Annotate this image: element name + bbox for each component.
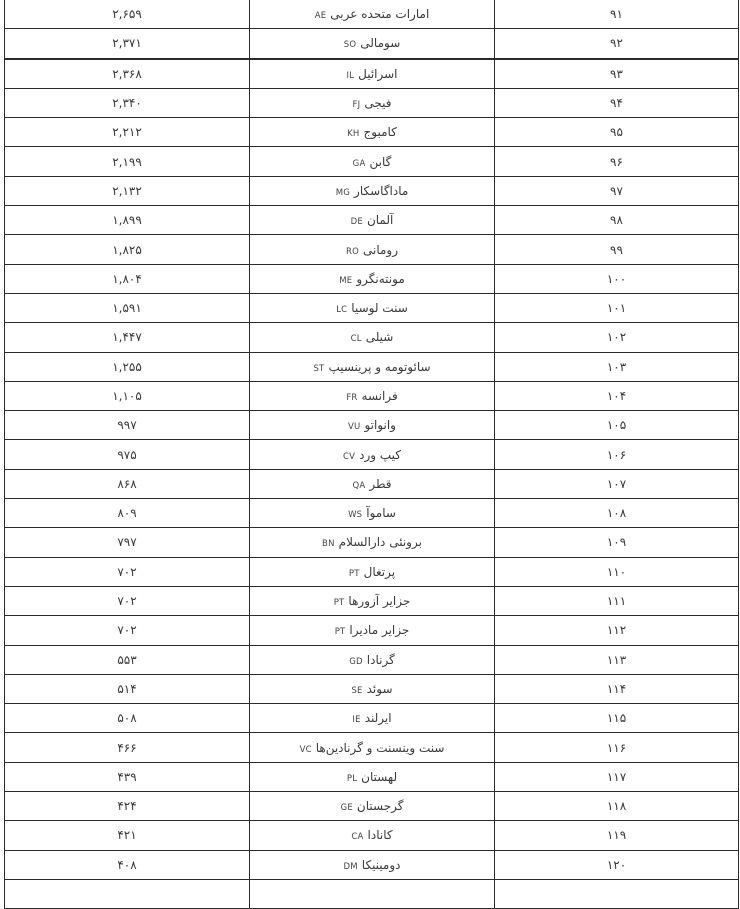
rank-cell <box>495 645 739 674</box>
value-cell <box>5 674 250 703</box>
table-row <box>5 176 739 205</box>
country-name: مونته‌نگرو <box>356 271 405 286</box>
rank-cell <box>495 59 739 89</box>
rank-number: ۱۰۵ <box>606 418 627 433</box>
country-label <box>352 477 391 491</box>
value-text: ۵۰۸ <box>117 711 137 726</box>
country-label <box>351 213 394 227</box>
country-name: ماداگاسکار <box>354 183 409 198</box>
country-label <box>343 448 401 462</box>
country-label <box>300 741 445 755</box>
country-cell <box>250 0 495 29</box>
country-code: WS <box>348 510 363 521</box>
value-text: ۷۰۲ <box>117 623 137 638</box>
country-cell <box>250 821 495 850</box>
rank-number: ۱۰۴ <box>606 389 627 403</box>
country-label <box>336 184 409 198</box>
country-cell <box>250 704 495 733</box>
country-cell <box>250 118 495 147</box>
country-cell <box>250 586 495 615</box>
rank-number: ۱۰۱ <box>606 301 627 316</box>
value-cell <box>5 264 250 293</box>
country-cell <box>250 792 495 821</box>
country-label <box>339 272 405 286</box>
table-row <box>5 762 739 791</box>
value-cell <box>5 147 250 176</box>
value-cell <box>5 352 250 381</box>
value-text: ۱,۸۰۴ <box>112 271 142 286</box>
country-code: GE <box>340 803 353 814</box>
country-label <box>349 653 395 667</box>
rank-cell <box>495 733 739 762</box>
table-row <box>5 411 739 440</box>
rank-number: ۱۱۴ <box>606 681 627 696</box>
country-name: فیجی <box>364 96 392 111</box>
country-label <box>353 96 392 110</box>
country-label <box>344 858 401 872</box>
country-code: RO <box>345 246 359 257</box>
country-name: ایرلند <box>364 711 392 726</box>
country-code: IE <box>352 715 361 726</box>
value-cell <box>5 293 250 322</box>
value-cell <box>5 0 250 29</box>
value-text: ۲,۲۱۲ <box>112 125 142 140</box>
country-label <box>347 770 397 784</box>
value-cell <box>5 762 250 791</box>
country-name: رومانی <box>362 242 398 257</box>
rank-cell <box>495 29 739 59</box>
value-text: ۱,۸۲۵ <box>112 242 142 257</box>
country-code: PL <box>346 773 358 784</box>
country-code: CV <box>342 451 356 462</box>
rank-number: ۱۰۶ <box>606 447 627 462</box>
rank-number: ۱۱۵ <box>606 711 627 726</box>
country-name: گابن <box>369 154 392 169</box>
rank-number: ۱۱۶ <box>606 740 627 755</box>
value-cell <box>5 499 250 528</box>
country-label <box>351 330 394 344</box>
rank-number: ۹۷ <box>610 183 623 198</box>
country-name: سنت وینسنت و گرنادین‌ها <box>315 740 445 755</box>
table-row <box>5 528 739 557</box>
table-row <box>5 88 739 117</box>
country-code: DE <box>350 217 363 228</box>
value-text: ۱,۸۹۹ <box>112 213 142 228</box>
country-label <box>336 301 408 315</box>
country-code: QA <box>352 480 366 491</box>
country-code: PT <box>348 568 360 579</box>
country-name: سنت لوسیا <box>351 301 408 316</box>
rank-number: ۱۱۷ <box>606 769 627 784</box>
rank-number: ۱۰۳ <box>606 359 627 374</box>
rank-cell <box>495 440 739 469</box>
value-text: ۴۳۹ <box>117 769 137 784</box>
table-row <box>5 440 739 469</box>
rank-number: ۱۱۰ <box>606 564 627 579</box>
country-name: فرانسه <box>361 389 398 403</box>
value-cell <box>5 29 250 59</box>
rank-cell <box>495 674 739 703</box>
country-label <box>346 67 397 81</box>
table-row <box>5 235 739 264</box>
rank-number: ۱۱۳ <box>606 652 627 667</box>
country-code: SO <box>343 40 357 51</box>
value-cell <box>5 440 250 469</box>
country-cell <box>250 499 495 528</box>
rank-cell <box>495 762 739 791</box>
country-ranking-table <box>4 0 739 909</box>
value-cell <box>5 381 250 410</box>
rank-cell <box>495 499 739 528</box>
country-name: کیپ ورد <box>359 447 402 462</box>
table-row <box>5 381 739 410</box>
country-label <box>349 565 395 579</box>
country-label <box>370 887 374 901</box>
value-cell <box>5 733 250 762</box>
country-code: ST <box>313 363 325 374</box>
country-code: GA <box>352 158 366 169</box>
country-cell <box>250 206 495 235</box>
country-code: FR <box>346 393 358 403</box>
country-code: KH <box>347 129 360 140</box>
rank-number: ۱۱۲ <box>606 623 627 638</box>
country-cell <box>250 381 495 410</box>
value-cell <box>5 557 250 586</box>
country-code: MG <box>335 187 351 198</box>
rank-cell <box>495 118 739 147</box>
country-code: AE <box>314 11 327 22</box>
country-label <box>347 125 397 139</box>
table-row <box>5 792 739 821</box>
country-code: PT <box>333 598 345 609</box>
country-code: DM <box>343 861 358 872</box>
value-cell <box>5 704 250 733</box>
value-cell <box>5 411 250 440</box>
rank-number: ۹۲ <box>610 36 623 51</box>
rank-cell <box>495 469 739 498</box>
rank-cell <box>495 616 739 645</box>
country-cell <box>250 411 495 440</box>
country-code: LC <box>336 305 348 316</box>
table-row <box>5 821 739 850</box>
country-cell <box>250 733 495 762</box>
value-text: ۷۰۲ <box>117 564 137 579</box>
table-row <box>5 586 739 615</box>
value-text: ۲,۳۷۱ <box>112 36 142 51</box>
country-label <box>313 360 430 374</box>
table-row <box>5 147 739 176</box>
country-cell <box>250 616 495 645</box>
country-name: سائوتومه و پرینسیپ <box>328 359 431 374</box>
value-text: ۴۲۴ <box>117 799 137 814</box>
rank-number: ۹۶ <box>610 154 623 169</box>
country-name: سوئد <box>366 681 393 696</box>
country-cell <box>250 528 495 557</box>
table-body <box>5 0 739 909</box>
country-label <box>348 418 396 432</box>
table-row <box>5 293 739 322</box>
value-cell <box>5 469 250 498</box>
value-text: ۲,۱۳۲ <box>112 183 142 198</box>
country-cell <box>250 59 495 89</box>
table-row <box>5 59 739 89</box>
country-label <box>322 535 422 549</box>
rank-cell <box>495 792 739 821</box>
country-cell <box>250 147 495 176</box>
rank-cell <box>495 147 739 176</box>
country-name: دومینیکا <box>361 857 401 872</box>
country-name: ساموآ <box>366 506 396 521</box>
country-cell <box>250 88 495 117</box>
table-row <box>5 879 739 908</box>
country-cell <box>250 235 495 264</box>
country-name: جزایر مادیرا <box>349 623 410 638</box>
table-row <box>5 557 739 586</box>
table-row <box>5 704 739 733</box>
value-text: ۵۱۴ <box>117 681 137 696</box>
country-label <box>353 155 392 169</box>
rank-cell <box>495 411 739 440</box>
country-name: کامبوج <box>363 125 397 140</box>
country-name: آلمان <box>366 213 394 228</box>
table-row <box>5 469 739 498</box>
country-name: شیلی <box>365 330 394 345</box>
country-code: VC <box>299 744 312 755</box>
country-cell <box>250 264 495 293</box>
rank-cell <box>495 88 739 117</box>
value-text: ۹۷۵ <box>117 447 137 462</box>
table-row <box>5 733 739 762</box>
rank-cell <box>495 206 739 235</box>
country-cell <box>250 352 495 381</box>
rank-number: ۱۰۹ <box>606 535 627 550</box>
value-cell <box>5 616 250 645</box>
country-name: وانواتو <box>364 418 396 433</box>
value-cell <box>5 176 250 205</box>
country-label <box>344 36 401 50</box>
rank-cell <box>495 586 739 615</box>
rank-number: ۱۰۰ <box>606 271 627 286</box>
value-cell <box>5 235 250 264</box>
rank-number: ۱۲۰ <box>606 857 627 872</box>
value-text: ۴۶۶ <box>117 740 137 755</box>
value-cell <box>5 88 250 117</box>
table-row <box>5 616 739 645</box>
rank-number: ۱۱۸ <box>606 799 627 814</box>
country-cell <box>250 469 495 498</box>
country-cell <box>250 645 495 674</box>
value-cell <box>5 792 250 821</box>
value-cell <box>5 645 250 674</box>
value-cell <box>5 118 250 147</box>
value-text: ۷۹۷ <box>117 535 137 550</box>
value-text: ۵۵۳ <box>117 652 137 667</box>
country-cell <box>250 674 495 703</box>
country-code: IL <box>346 70 355 81</box>
value-text: ۴۲۱ <box>117 828 137 843</box>
country-code: VU <box>348 422 361 433</box>
country-code: FJ <box>352 100 361 111</box>
country-cell <box>250 176 495 205</box>
value-cell <box>5 850 250 879</box>
rank-number: ۱۰۸ <box>606 506 627 521</box>
rank-number: ۹۸ <box>610 213 623 228</box>
country-name: کانادا <box>367 828 393 843</box>
rank-number: ۱۱۹ <box>606 828 627 843</box>
table-row <box>5 264 739 293</box>
rank-cell <box>495 850 739 879</box>
value-text: ۸۰۹ <box>117 506 137 521</box>
table-row <box>5 499 739 528</box>
country-name: پرتغال <box>363 564 396 579</box>
table-row <box>5 352 739 381</box>
rank-number: ۹۵ <box>610 125 623 140</box>
rank-cell <box>495 704 739 733</box>
value-text: ۱,۵۹۱ <box>112 301 142 316</box>
country-name: سومالی <box>360 36 401 51</box>
country-label <box>346 389 397 403</box>
value-text: ۷۰۲ <box>117 594 137 609</box>
rank-number: ۹۹ <box>610 242 623 257</box>
value-cell <box>5 59 250 89</box>
country-label <box>334 594 411 608</box>
country-label <box>341 799 404 813</box>
value-cell <box>5 821 250 850</box>
country-name: گرجستان <box>356 799 404 814</box>
rank-cell <box>495 0 739 29</box>
rank-cell <box>495 352 739 381</box>
country-code: SE <box>351 685 363 696</box>
table-row <box>5 645 739 674</box>
country-label <box>351 682 392 696</box>
country-code: CL <box>350 334 362 345</box>
rank-number: ۹۴ <box>610 96 623 111</box>
rank-number: ۹۱ <box>610 7 623 22</box>
value-text: ۱,۱۰۵ <box>112 389 142 403</box>
value-cell <box>5 206 250 235</box>
value-text: ۲,۱۹۹ <box>112 154 142 169</box>
country-code: GD <box>349 656 363 667</box>
table-row <box>5 0 739 29</box>
rank-cell <box>495 879 739 908</box>
country-name: گرنادا <box>366 652 395 667</box>
country-code: BN <box>322 539 335 550</box>
value-text: ۹۹۷ <box>117 418 137 433</box>
value-text: ۴۰۸ <box>117 857 137 872</box>
rank-cell <box>495 528 739 557</box>
country-name: برونئی دارالسلام <box>338 535 422 550</box>
country-name: لهستان <box>361 769 398 784</box>
value-text: ۲,۶۵۹ <box>112 7 142 22</box>
country-label <box>348 506 396 520</box>
country-code: PT <box>334 627 346 638</box>
value-cell <box>5 879 250 908</box>
country-cell <box>250 293 495 322</box>
country-cell <box>250 850 495 879</box>
value-cell <box>5 586 250 615</box>
country-code: CA <box>351 832 364 843</box>
country-label <box>352 711 391 725</box>
value-text: ۱,۲۵۵ <box>112 359 142 374</box>
country-cell <box>250 557 495 586</box>
rank-cell <box>495 821 739 850</box>
country-cell <box>250 440 495 469</box>
rank-number: ۱۱۱ <box>606 594 627 609</box>
country-label <box>315 7 430 21</box>
country-label <box>335 623 410 637</box>
country-name: امارات متحده عربی <box>330 7 430 22</box>
table-row <box>5 674 739 703</box>
table-row <box>5 323 739 352</box>
country-name: قطر <box>369 476 392 491</box>
country-cell <box>250 762 495 791</box>
rank-cell <box>495 557 739 586</box>
value-text: ۱,۴۴۷ <box>112 330 142 345</box>
table-row <box>5 118 739 147</box>
country-label <box>346 243 398 257</box>
value-text: ۲,۳۴۰ <box>112 96 142 111</box>
value-cell <box>5 528 250 557</box>
rank-cell <box>495 323 739 352</box>
value-text: ۸۶۸ <box>117 476 137 491</box>
rank-cell <box>495 176 739 205</box>
table-row <box>5 206 739 235</box>
rank-number: ۱۰۲ <box>606 330 627 345</box>
country-cell <box>250 29 495 59</box>
value-cell <box>5 323 250 352</box>
rank-number: ۱۰۷ <box>606 476 627 491</box>
rank-number: ۹۳ <box>610 66 623 81</box>
rank-cell <box>495 235 739 264</box>
country-cell <box>250 323 495 352</box>
table-row <box>5 850 739 879</box>
rank-cell <box>495 293 739 322</box>
rank-cell <box>495 381 739 410</box>
country-name: اسرائیل <box>358 66 398 81</box>
country-name: جزایر آزورها <box>348 594 411 609</box>
rank-cell <box>495 264 739 293</box>
country-code: ME <box>339 275 353 286</box>
country-label <box>351 828 392 842</box>
value-text: ۲,۳۶۸ <box>112 66 142 81</box>
table-row <box>5 29 739 59</box>
country-cell <box>250 879 495 908</box>
